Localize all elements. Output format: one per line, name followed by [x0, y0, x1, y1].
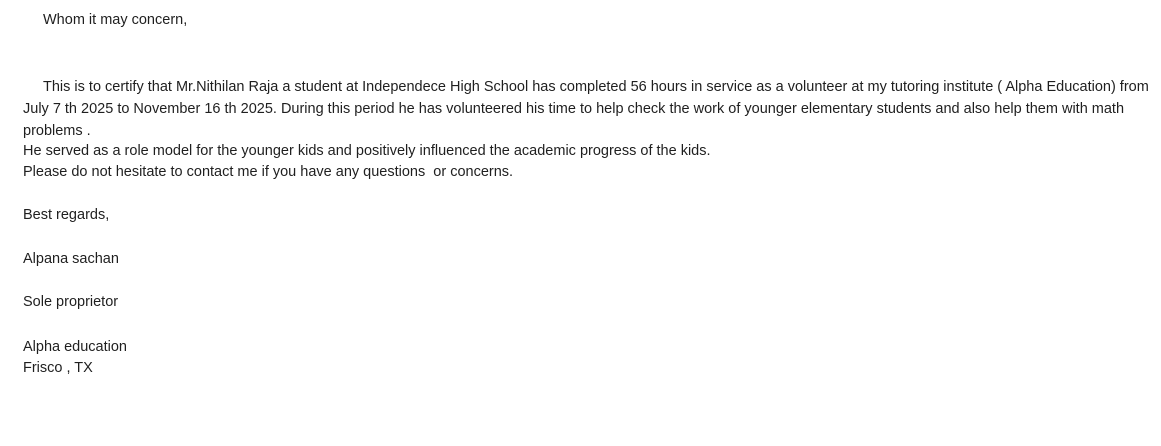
signer-name: Alpana sachan — [23, 251, 119, 267]
organization-name: Alpha education — [23, 339, 127, 355]
closing: Best regards, — [23, 207, 110, 223]
certification-paragraph: This is to certify that Mr.Nithilan Raja a student at Independece High School has completed 56 hours in service as a volunteer at my tutoring institute ( Alpha Education) from July 7 th 2025 to November 16 th 2025. During this period he has volunteered his time to help check the work of younger elementary students and also help them with math problems . — [23, 79, 1149, 139]
salutation: Whom it may concern, — [43, 12, 188, 28]
contact-line: Please do not hesitate to contact me if you have any questions or concerns. — [23, 164, 514, 180]
organization-location: Frisco , TX — [23, 360, 93, 376]
signer-title: Sole proprietor — [23, 294, 119, 310]
role-model-line: He served as a role model for the younger kids and positively influenced the academic progress of the kids. — [23, 143, 711, 159]
